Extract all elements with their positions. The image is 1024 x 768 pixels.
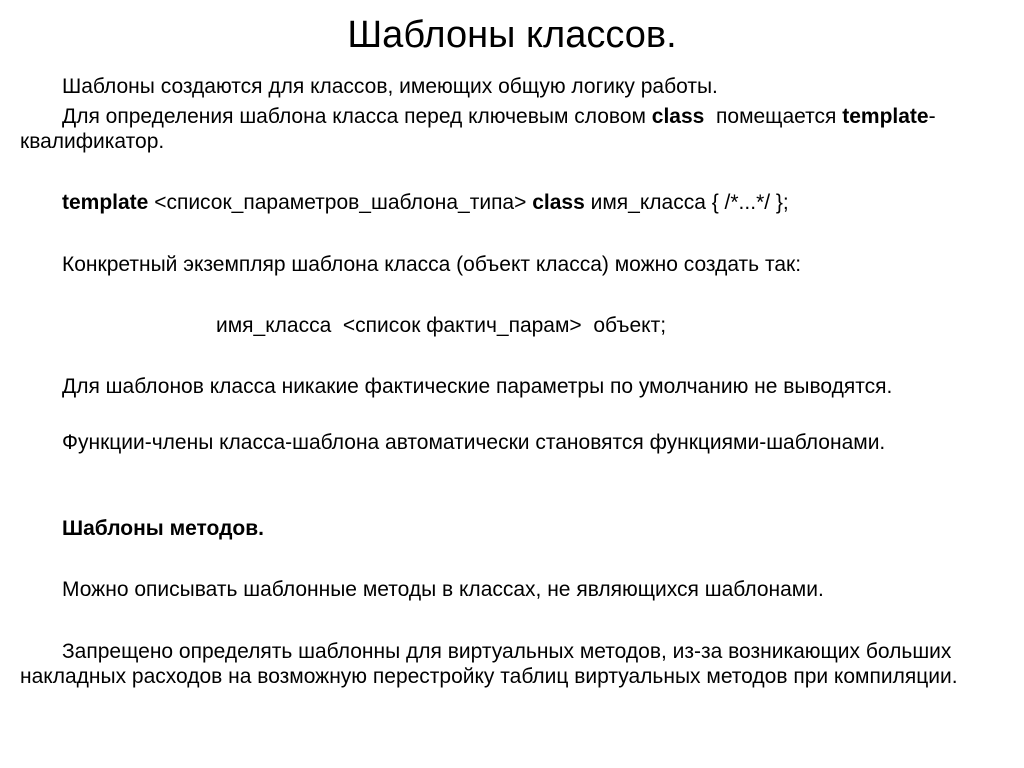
paragraph-default-params: Для шаблонов класса никакие фактические параметры по умолчанию не выводятся. [62,375,893,398]
keyword-template: template [62,191,149,214]
paragraph-virtual-methods: Запрещено определять шаблонны для виртуальных методов, из-за возникающих больших накладных расходов на возможную перестройку таблиц виртуальных методов при компиляции. [20,640,958,688]
paragraph-text: -квалификатор. [20,105,936,153]
slide-title: Шаблоны классов. [347,14,677,56]
keyword-class: class [532,191,585,214]
keyword-class: class [651,105,705,128]
template-syntax [20,190,1010,215]
paragraph-template-definition [20,104,1010,154]
paragraph-template-methods: Можно описывать шаблонные методы в классах, не являющихся шаблонами. [62,578,824,601]
syntax-rest: имя_класса { /*...*/ }; [584,191,789,214]
paragraph-instance-intro: Конкретный экземпляр шаблона класса (объект класса) можно создать так: [62,253,802,276]
keyword-template: template [842,105,929,128]
paragraph-text: помещается [704,105,843,128]
paragraph-member-functions: Функции-члены класса-шаблона автоматически становятся функциями-шаблонами. [62,431,886,454]
paragraph-text: Для определения шаблона класса перед ключевым словом [62,105,652,128]
paragraph-templates-purpose: Шаблоны создаются для классов, имеющих общую логику работы. [62,75,718,98]
instance-syntax: имя_класса <список фактич_парам> объект; [216,314,667,337]
heading-template-methods: Шаблоны методов. [62,517,264,540]
syntax-params: <список_параметров_шаблона_типа> [148,191,533,214]
